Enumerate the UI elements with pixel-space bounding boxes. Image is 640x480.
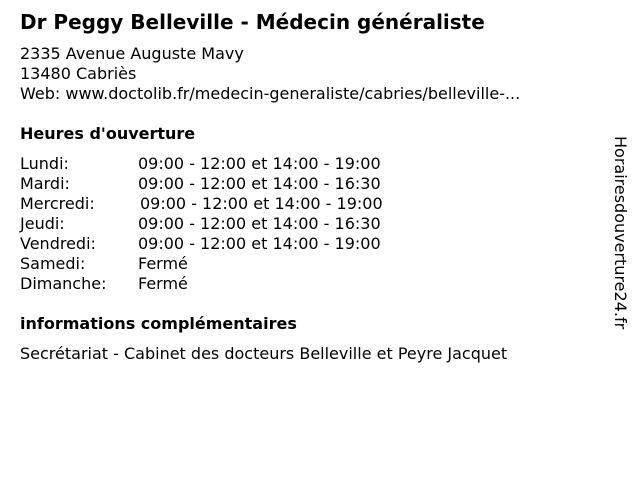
additional-info-text: Secrétariat - Cabinet des docteurs Belleville et Peyre Jacquet <box>20 344 508 363</box>
watermark-text: Horairesdouverture24.fr <box>611 136 630 330</box>
additional-info-heading: informations complémentaires <box>20 314 297 333</box>
day-label: Mercredi: <box>20 194 95 213</box>
website-link[interactable]: Web: www.doctolib.fr/medecin-generaliste/cabries/belleville-... <box>20 84 521 103</box>
page-title: Dr Peggy Belleville - Médecin généraliste <box>20 10 485 34</box>
hours-value: 09:00 - 12:00 et 14:00 - 19:00 <box>140 194 383 213</box>
opening-hours-heading: Heures d'ouverture <box>20 124 196 143</box>
day-label: Samedi: <box>20 254 86 273</box>
hours-value: 09:00 - 12:00 et 14:00 - 16:30 <box>138 214 381 233</box>
day-label: Mardi: <box>20 174 70 193</box>
hours-value: 09:00 - 12:00 et 14:00 - 19:00 <box>138 154 381 173</box>
day-label: Jeudi: <box>20 214 65 233</box>
hours-value: 09:00 - 12:00 et 14:00 - 16:30 <box>138 174 381 193</box>
city-postal-code: 13480 Cabriès <box>20 64 137 83</box>
day-label: Vendredi: <box>20 234 96 253</box>
day-label: Lundi: <box>20 154 69 173</box>
address-block <box>20 44 520 104</box>
hours-value: Fermé <box>138 274 188 293</box>
day-label: Dimanche: <box>20 274 107 293</box>
hours-value: Fermé <box>138 254 188 273</box>
hours-value: 09:00 - 12:00 et 14:00 - 19:00 <box>138 234 381 253</box>
street-address: 2335 Avenue Auguste Mavy <box>20 44 244 63</box>
watermark <box>610 136 630 346</box>
